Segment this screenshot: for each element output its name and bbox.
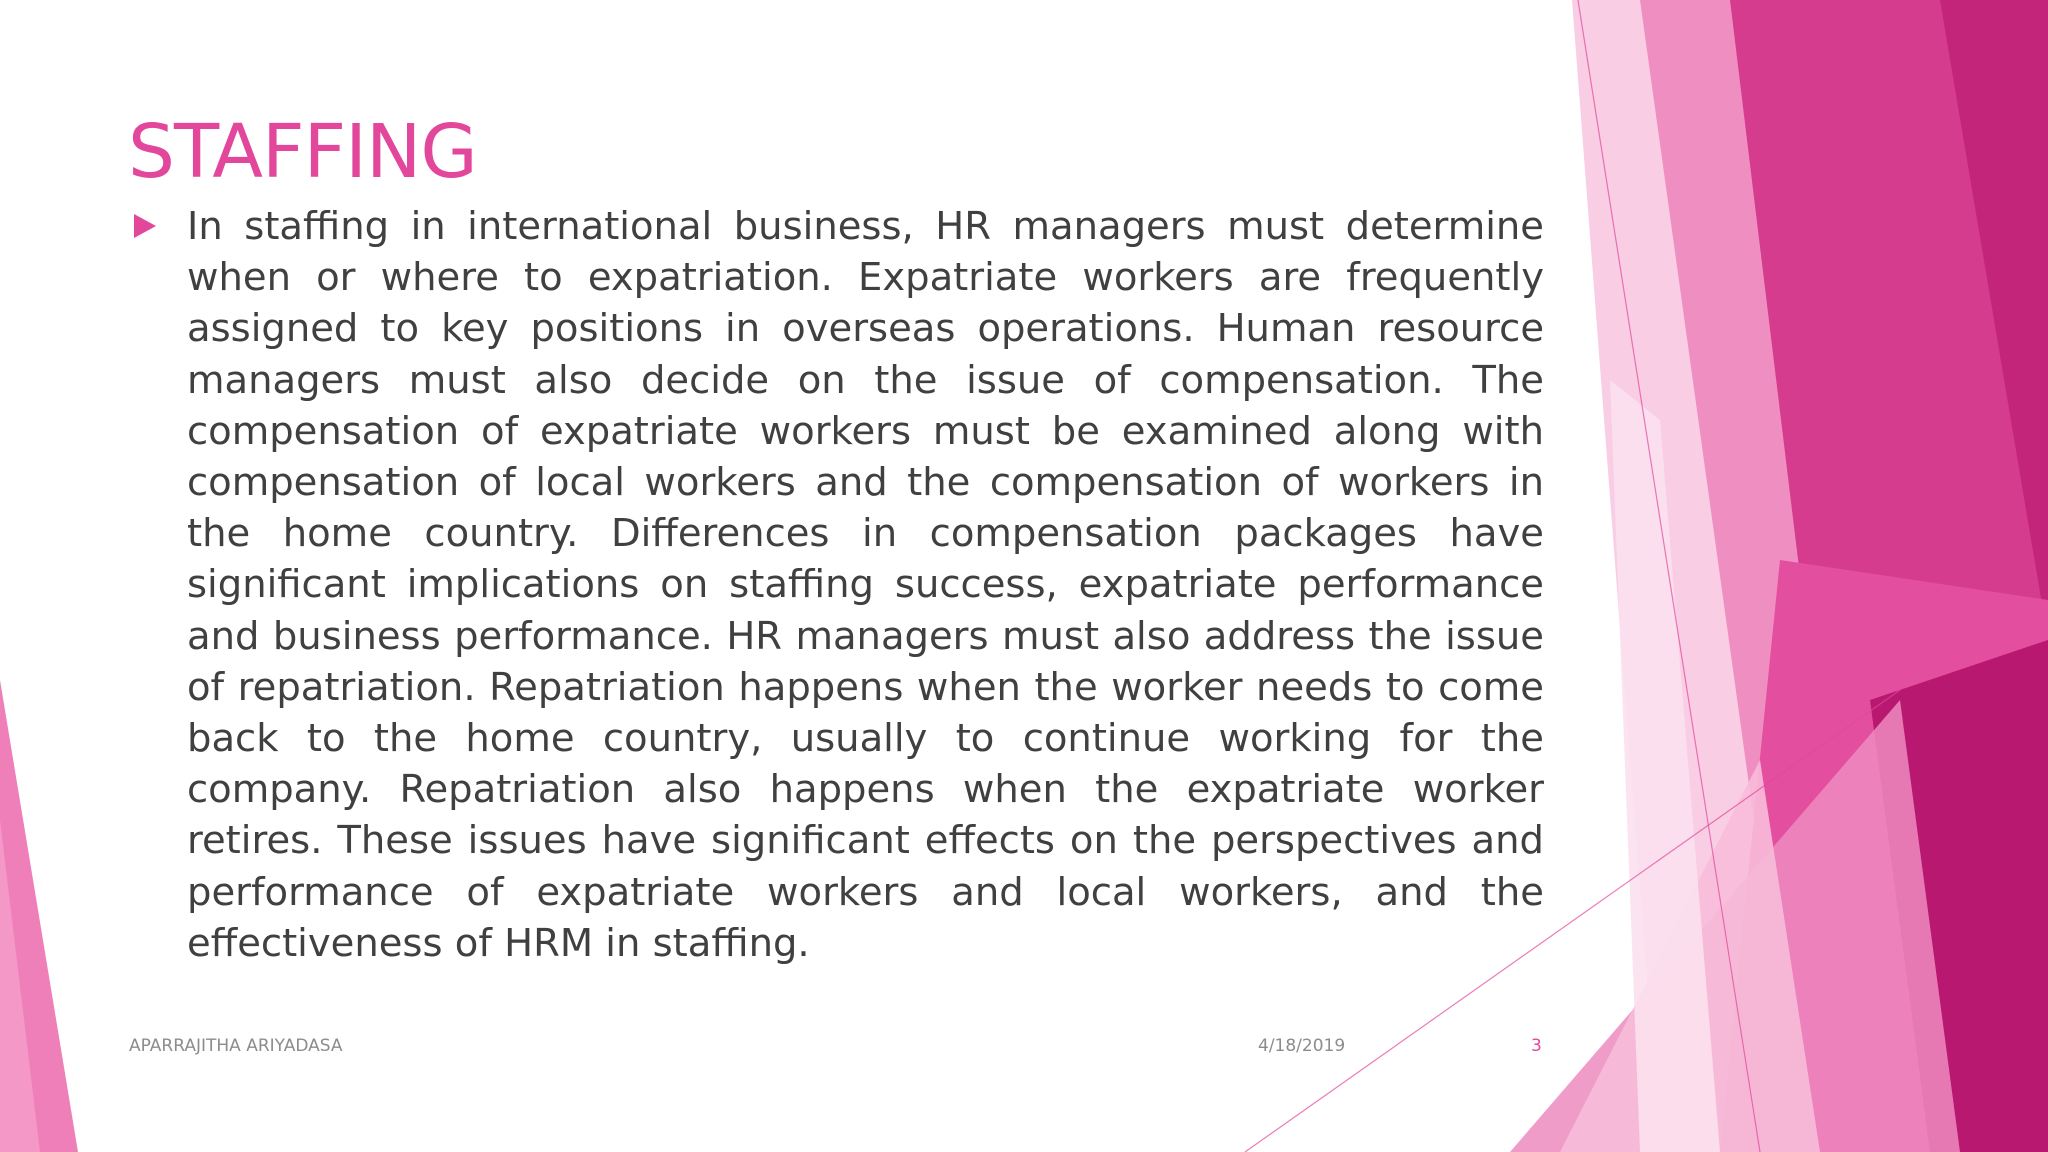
slide-title: STAFFING [128,109,477,195]
bullet-item [134,201,1544,969]
triangle-bullet-icon [134,214,156,238]
bullet-text: In staffing in international business, HR managers must determine when or where to expatriation. Expatriate workers are frequently assigned to key positions in overseas operations. Human resource managers must also decide on the issue of compensation. The compensation of expatriate workers must be examined along with compensation of local workers and the compensation of workers in the home country. Differences in compensation packages have significant implications on staffing success, expatriate performance and business performance. HR managers must also address the issue of repatriation. Repatriation happens when the worker needs to come back to the home country, usually to continue working for the company. Repatriation also happens when the expatriate worker retires. These issues have significant effects on the perspectives and performance of expatriate workers and local workers, and the effectiveness of HRM in staffing. [187,204,1544,966]
footer-page-number: 3 [1531,1036,1542,1056]
footer-date: 4/18/2019 [1258,1036,1346,1056]
footer-author: APARRAJITHA ARIYADASA [129,1036,343,1056]
